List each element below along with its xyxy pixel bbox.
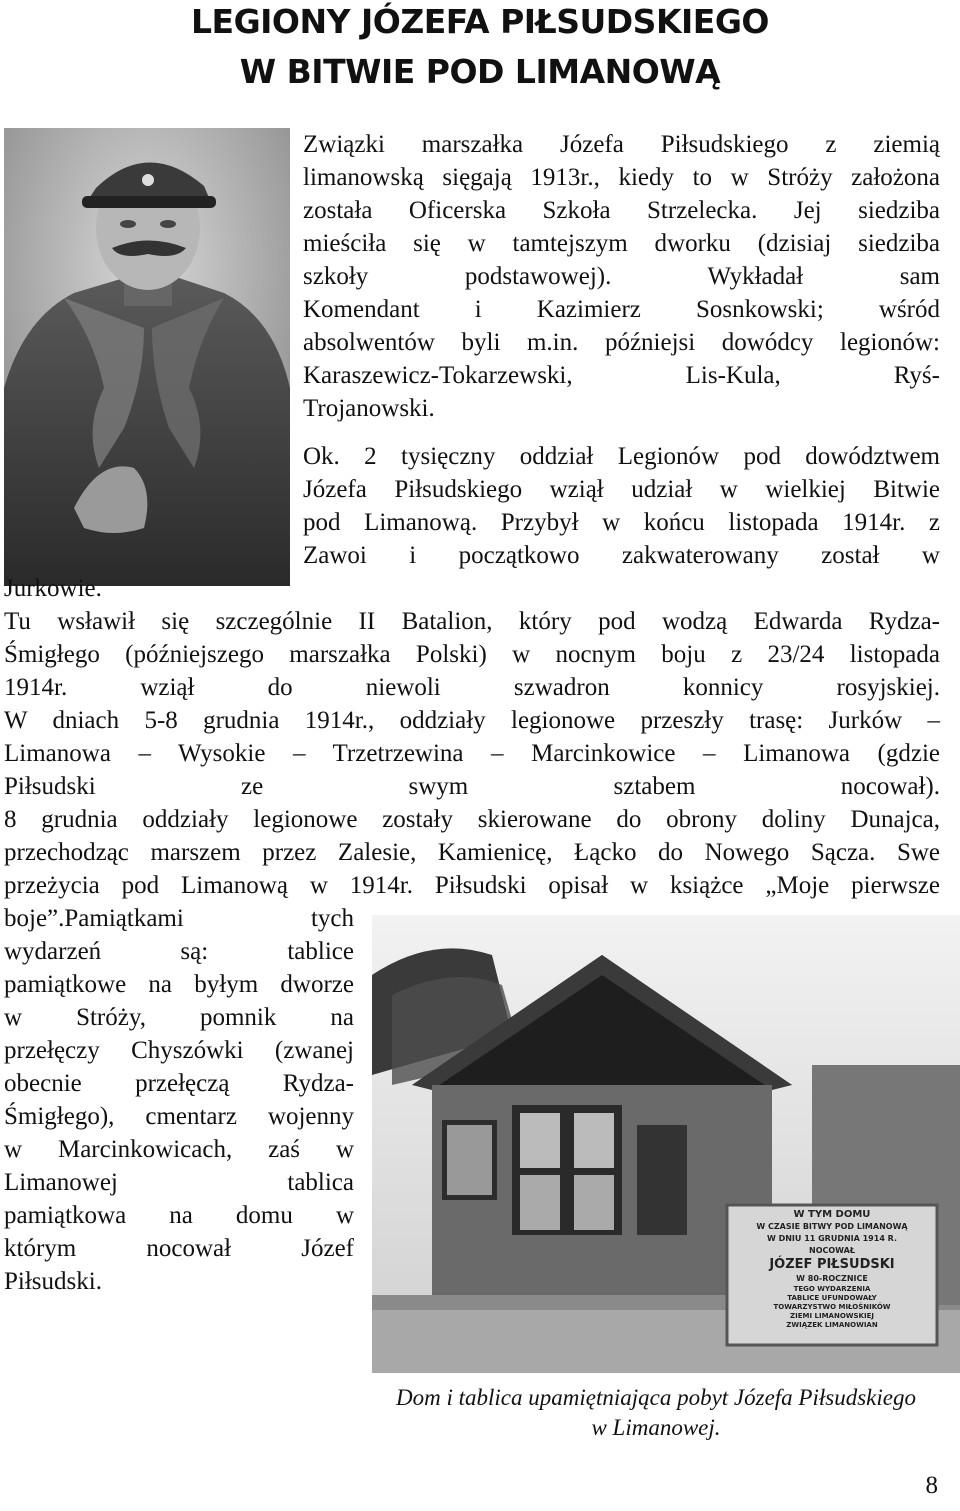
paragraph-4-narrow-line: w Marcinkowicach, zaś w [4,1136,354,1163]
paragraph-4-narrow-line: Śmigłego), cmentarz wojenny [4,1103,354,1130]
paragraph-3-line: Piłsudski ze swym sztabem nocował). [4,773,940,800]
photo-caption [372,1383,940,1443]
paragraph-1-line: mieściła się w tamtejszym dworku (dzisiaj siedziba [303,230,940,257]
portrait-photo [4,128,290,586]
plaque-line: W CZASIE BITWY POD LIMANOWĄ [756,1222,908,1231]
paragraph-4-narrow-line: Limanowej tablica [4,1169,354,1196]
paragraph-1-line: Związki marszałka Józefa Piłsudskiego z ziemią [303,131,940,158]
paragraph-4-narrow-line: w Stróży, pomnik na [4,1004,354,1031]
page-title-line-1: LEGIONY JÓZEFA PIŁSUDSKIEGO [191,2,769,41]
paragraph-4-narrow [4,902,354,1298]
plaque-line: W TYM DOMU [793,1209,871,1220]
paragraph-3-line: Tu wsławił się szczególnie II Batalion, który pod wodzą Edwarda Rydza- [4,608,940,635]
paragraph-1-line: Karaszewicz-Tokarzewski, Lis-Kula, Ryś- [303,362,940,389]
paragraph-2-line: Zawoi i początkowo zakwaterowany został w [303,542,940,569]
paragraph-4-narrow-line: wydarzeń są: tablice [4,938,354,965]
plaque-line: ZIEMI LIMANOWSKIEJ [790,1312,874,1320]
paragraph-3-line: Śmigłego (późniejszego marszałka Polski) w nocnym boju z 23/24 listopada [4,641,940,668]
plaque-line: TABLICE UFUNDOWAŁY [787,1294,877,1302]
paragraph-2-line: pod Limanową. Przybył w końcu listopada 1914r. z [303,509,940,536]
paragraph-4-narrow-line: którym nocował Józef [4,1235,354,1262]
plaque-line: TEGO WYDARZENIA [793,1285,871,1293]
paragraph-1-line: Komendant i Kazimierz Sosnkowski; wśród [303,296,940,323]
page-title-line-2: W BITWIE POD LIMANOWĄ [239,52,721,91]
paragraph-2 [303,440,940,572]
paragraph-2-line: Józefa Piłsudskiego wziął udział w wielkiej Bitwie [303,476,940,503]
paragraph-1-line: szkoły podstawowej). Wykładał sam [303,263,940,290]
plaque-line: TOWARZYSTWO MIŁOŚNIKÓW [773,1303,891,1311]
paragraph-3-line: 1914r. wziął do niewoli szwadron konnicy rosyjskiej. [4,674,940,701]
plaque-line: JÓZEF PIŁSUDSKI [769,1257,895,1272]
paragraph-4-line: 8 grudnia oddziały legionowe zostały skierowane do obrony doliny Dunajca, [4,806,940,833]
caption-line-2: w Limanowej. [591,1415,721,1440]
paragraph-4-narrow-line: obecnie przełęczą Rydza- [4,1070,354,1097]
paragraph-2-line: Ok. 2 tysięczny oddział Legionów pod dowództwem [303,443,940,470]
house-photo [372,915,960,1373]
paragraph-3 [4,572,940,902]
memorial-plaque [729,1209,935,1343]
plaque-line: W 80-ROCZNICE [796,1274,868,1283]
paragraph-4-narrow-line: boje”.Pamiątkami tych [4,905,354,932]
paragraph-2-continuation: Jurkowie. [4,575,102,602]
paragraph-3-line: Limanowa – Wysokie – Trzetrzewina – Marcinkowice – Limanowa (gdzie [4,740,940,767]
paragraph-4-narrow-line: pamiątkowa na domu w [4,1202,354,1229]
paragraph-1-line: została Oficerska Szkoła Strzelecka. Jej siedziba [303,197,940,224]
plaque-line: ZWIĄZEK LIMANOWIAN [786,1321,878,1329]
paragraph-4-narrow-line: pamiątkowe na byłym dworze [4,971,354,998]
paragraph-1-line: Trojanowski. [303,395,435,422]
paragraph-4-line: przeżycia pod Limanową w 1914r. Piłsudski opisał w książce „Moje pierwsze [4,872,940,899]
plaque-line: W DNIU 11 GRUDNIA 1914 R. [766,1234,898,1243]
plaque-line: NOCOWAŁ [809,1246,855,1255]
paragraph-3-line: W dniach 5-8 grudnia 1914r., oddziały legionowe przeszły trasę: Jurków – [4,707,940,734]
paragraph-4-narrow-line: Piłsudski. [4,1268,102,1295]
paragraph-1-line: limanowską sięgają 1913r., kiedy to w Stróży założona [303,164,940,191]
paragraph-1-line: absolwentów byli m.in. późniejsi dowódcy legionów: [303,329,940,356]
page-number: 8 [925,1472,938,1499]
paragraph-4-line: przechodząc marszem przez Zalesie, Kamienicę, Łącko do Nowego Sącza. Swe [4,839,940,866]
paragraph-4-narrow-line: przełęczy Chyszówki (zwanej [4,1037,354,1064]
caption-line-1: Dom i tablica upamiętniająca pobyt Józefa Piłsudskiego [396,1385,916,1410]
paragraph-1 [303,128,940,425]
